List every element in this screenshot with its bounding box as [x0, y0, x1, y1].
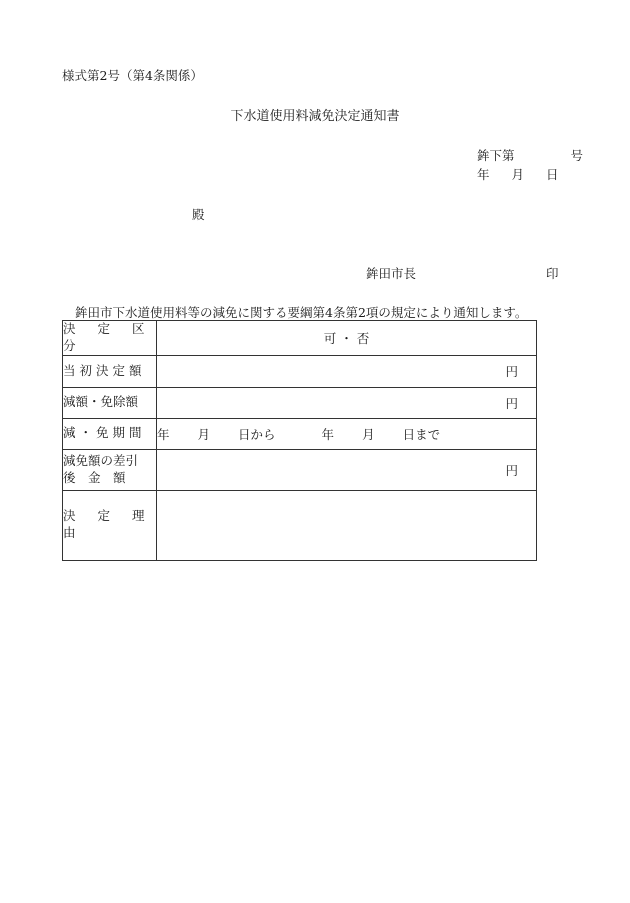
table-row-net-amount: [63, 449, 537, 490]
yen-unit: 円: [505, 462, 518, 478]
reference-prefix: 鉾下第: [477, 148, 515, 163]
addressee-suffix: 殿: [192, 207, 205, 222]
period-start-year: 年: [157, 426, 170, 442]
table-row-reduction-amount: [63, 387, 537, 418]
period-end-year: 年: [321, 426, 335, 442]
decision-table: [62, 320, 537, 561]
document-title: 下水道使用料減免決定通知書: [230, 109, 400, 124]
period-end-month: 月: [362, 426, 375, 442]
date-day: 日: [546, 167, 559, 182]
issuer-name: 鉾田市長: [366, 266, 417, 281]
issue-date: [477, 165, 559, 183]
yen-unit: 円: [505, 364, 518, 380]
label-decision-category: 決 定 区 分: [63, 321, 157, 356]
table-row-initial-amount: [63, 355, 537, 387]
date-month: 月: [511, 167, 525, 182]
form-number: 様式第2号（第4条関係）: [62, 68, 203, 83]
notice-text: 鉾田市下水道使用料等の減免に関する要綱第4条第2項の規定により通知します。: [75, 305, 528, 320]
period-start-day: 日から: [238, 426, 276, 442]
value-net-amount[interactable]: [157, 449, 537, 490]
value-reduction-amount[interactable]: [157, 387, 537, 418]
period-end-day: 日まで: [402, 426, 441, 442]
seal-mark: 印: [546, 266, 559, 281]
value-initial-amount[interactable]: [157, 355, 537, 387]
reference-suffix: 号: [570, 148, 584, 163]
period-start-month: 月: [197, 426, 211, 442]
table-row-period: [63, 418, 537, 449]
reference-number: [477, 146, 583, 164]
value-period[interactable]: [157, 418, 537, 449]
date-year: 年: [477, 167, 490, 182]
yen-unit: 円: [505, 395, 518, 411]
label-initial-amount: 当初決定額: [63, 355, 157, 387]
table-row-decision: [63, 321, 537, 356]
label-reduction-amount: 減額・免除額: [63, 387, 157, 418]
value-reason[interactable]: [157, 490, 537, 560]
label-net-amount: 減免額の差引 後 金 額: [63, 449, 157, 490]
table-row-reason: [63, 490, 537, 560]
label-period: 減・免期間: [63, 418, 157, 449]
value-approve-deny[interactable]: 可 ・ 否: [157, 321, 537, 356]
label-reason: 決 定 理 由: [63, 490, 157, 560]
